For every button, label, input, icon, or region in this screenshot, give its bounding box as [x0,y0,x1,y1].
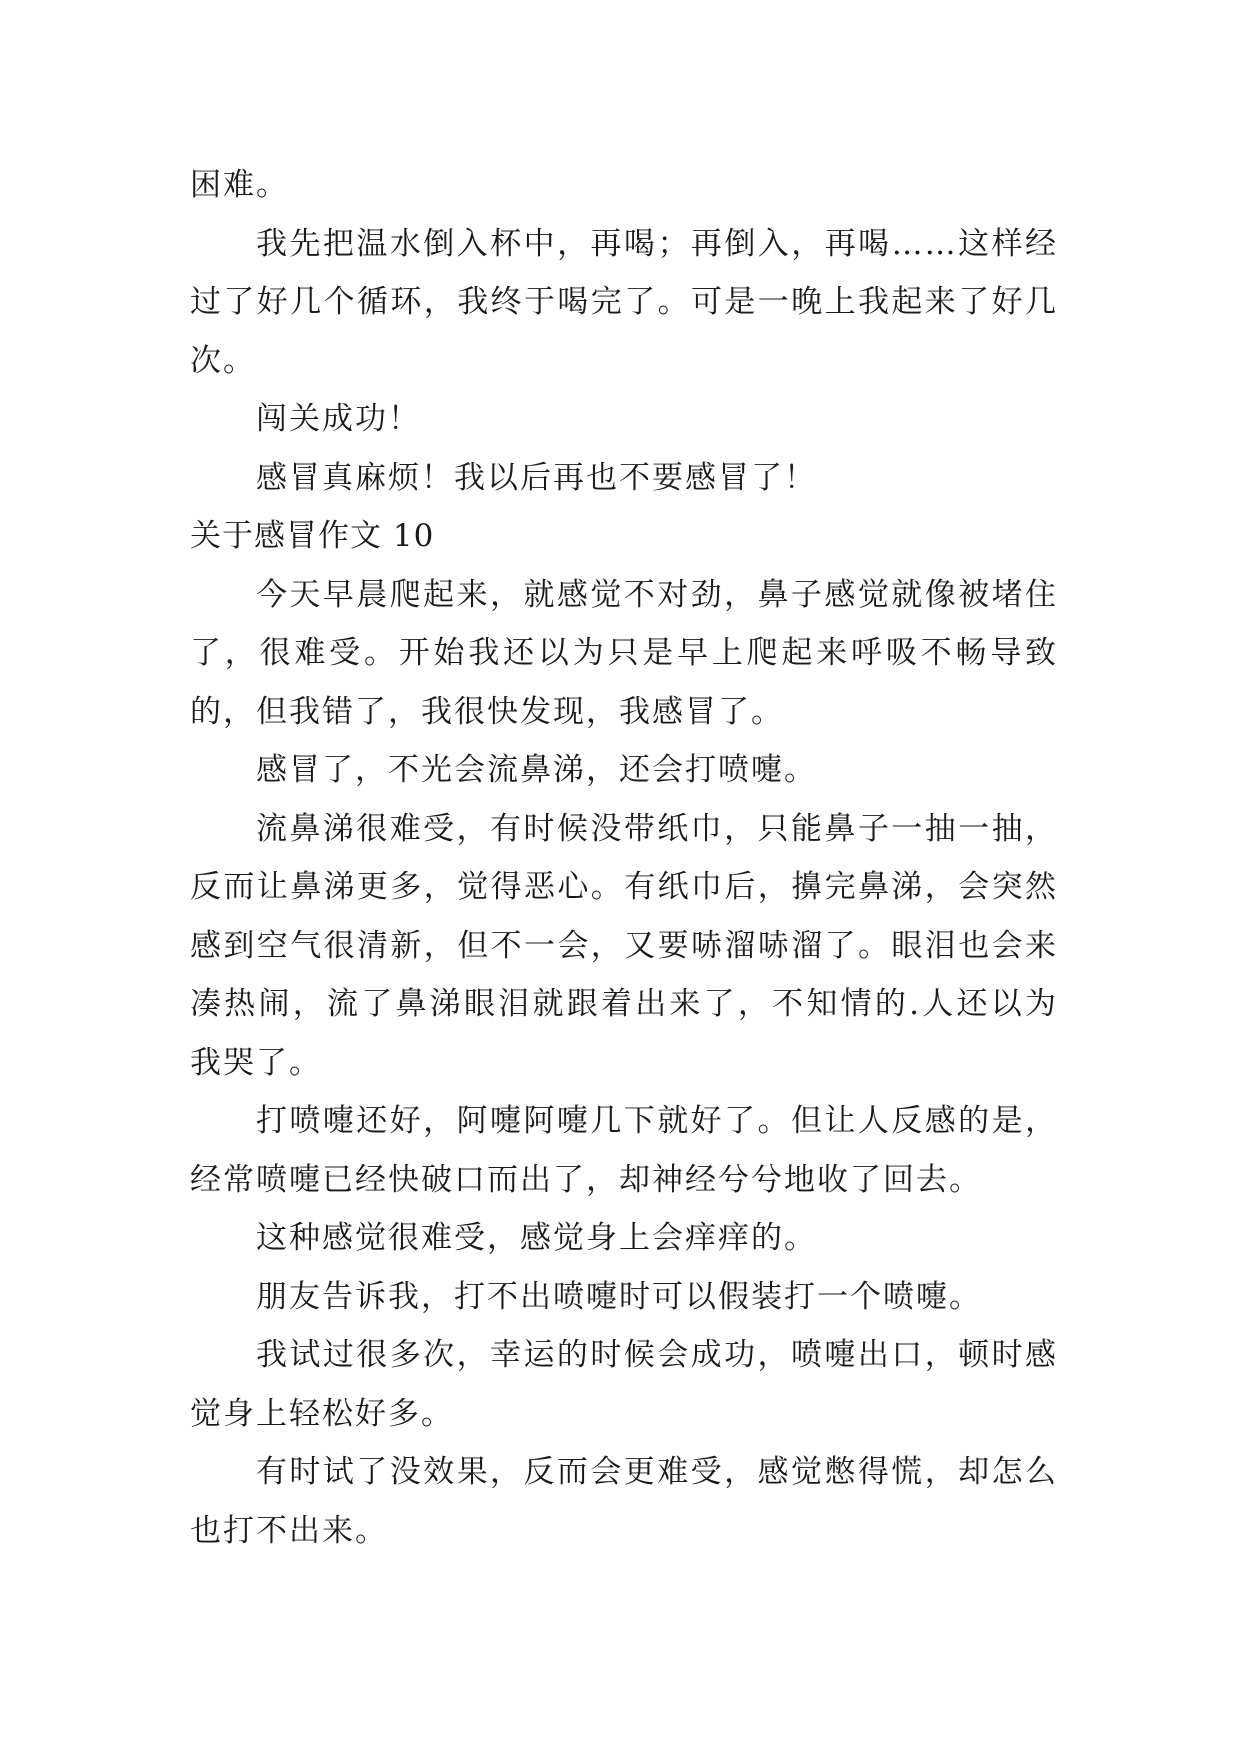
paragraph: 我先把温水倒入杯中，再喝；再倒入，再喝……这样经过了好几个循环，我终于喝完了。可是一晚上我起来了好几次。 [190,225,1058,379]
paragraph: 打喷嚏还好，阿嚏阿嚏几下就好了。但让人反感的是，经常喷嚏已经快破口而出了，却神经兮兮地收了回去。 [190,1103,1058,1198]
paragraph: 今天早晨爬起来，就感觉不对劲，鼻子感觉就像被堵住了，很难受。开始我还以为只是早上爬起来呼吸不畅导致的，但我错了，我很快发现，我感冒了。 [190,576,1058,730]
paragraph: 困难。 [190,167,289,203]
paragraph: 我试过很多次，幸运的时候会成功，喷嚏出口，顿时感觉身上轻松好多。 [190,1337,1058,1432]
paragraph: 有时试了没效果，反而会更难受，感觉憋得慌，却怎么也打不出来。 [190,1454,1058,1549]
document-body [190,156,1058,1560]
paragraph: 这种感觉很难受，感觉身上会痒痒的。 [256,1220,817,1256]
paragraph: 闯关成功！ [256,401,421,437]
paragraph: 朋友告诉我，打不出喷嚏时可以假装打一个喷嚏。 [256,1278,982,1315]
paragraph: 感冒了，不光会流鼻涕，还会打喷嚏。 [256,752,817,788]
paragraph: 流鼻涕很难受，有时候没带纸巾，只能鼻子一抽一抽，反而让鼻涕更多，觉得恶心。有纸巾后，擤完鼻涕，会突然感到空气很清新，但不一会，又要哧溜哧溜了。眼泪也会来凑热闹，流了鼻涕眼泪就跟着出来了，不知情的.人还以为我哭了。 [190,810,1058,1081]
paragraph: 感冒真麻烦！我以后再也不要感冒了！ [256,459,817,496]
section-heading: 关于感冒作文 10 [190,518,435,554]
